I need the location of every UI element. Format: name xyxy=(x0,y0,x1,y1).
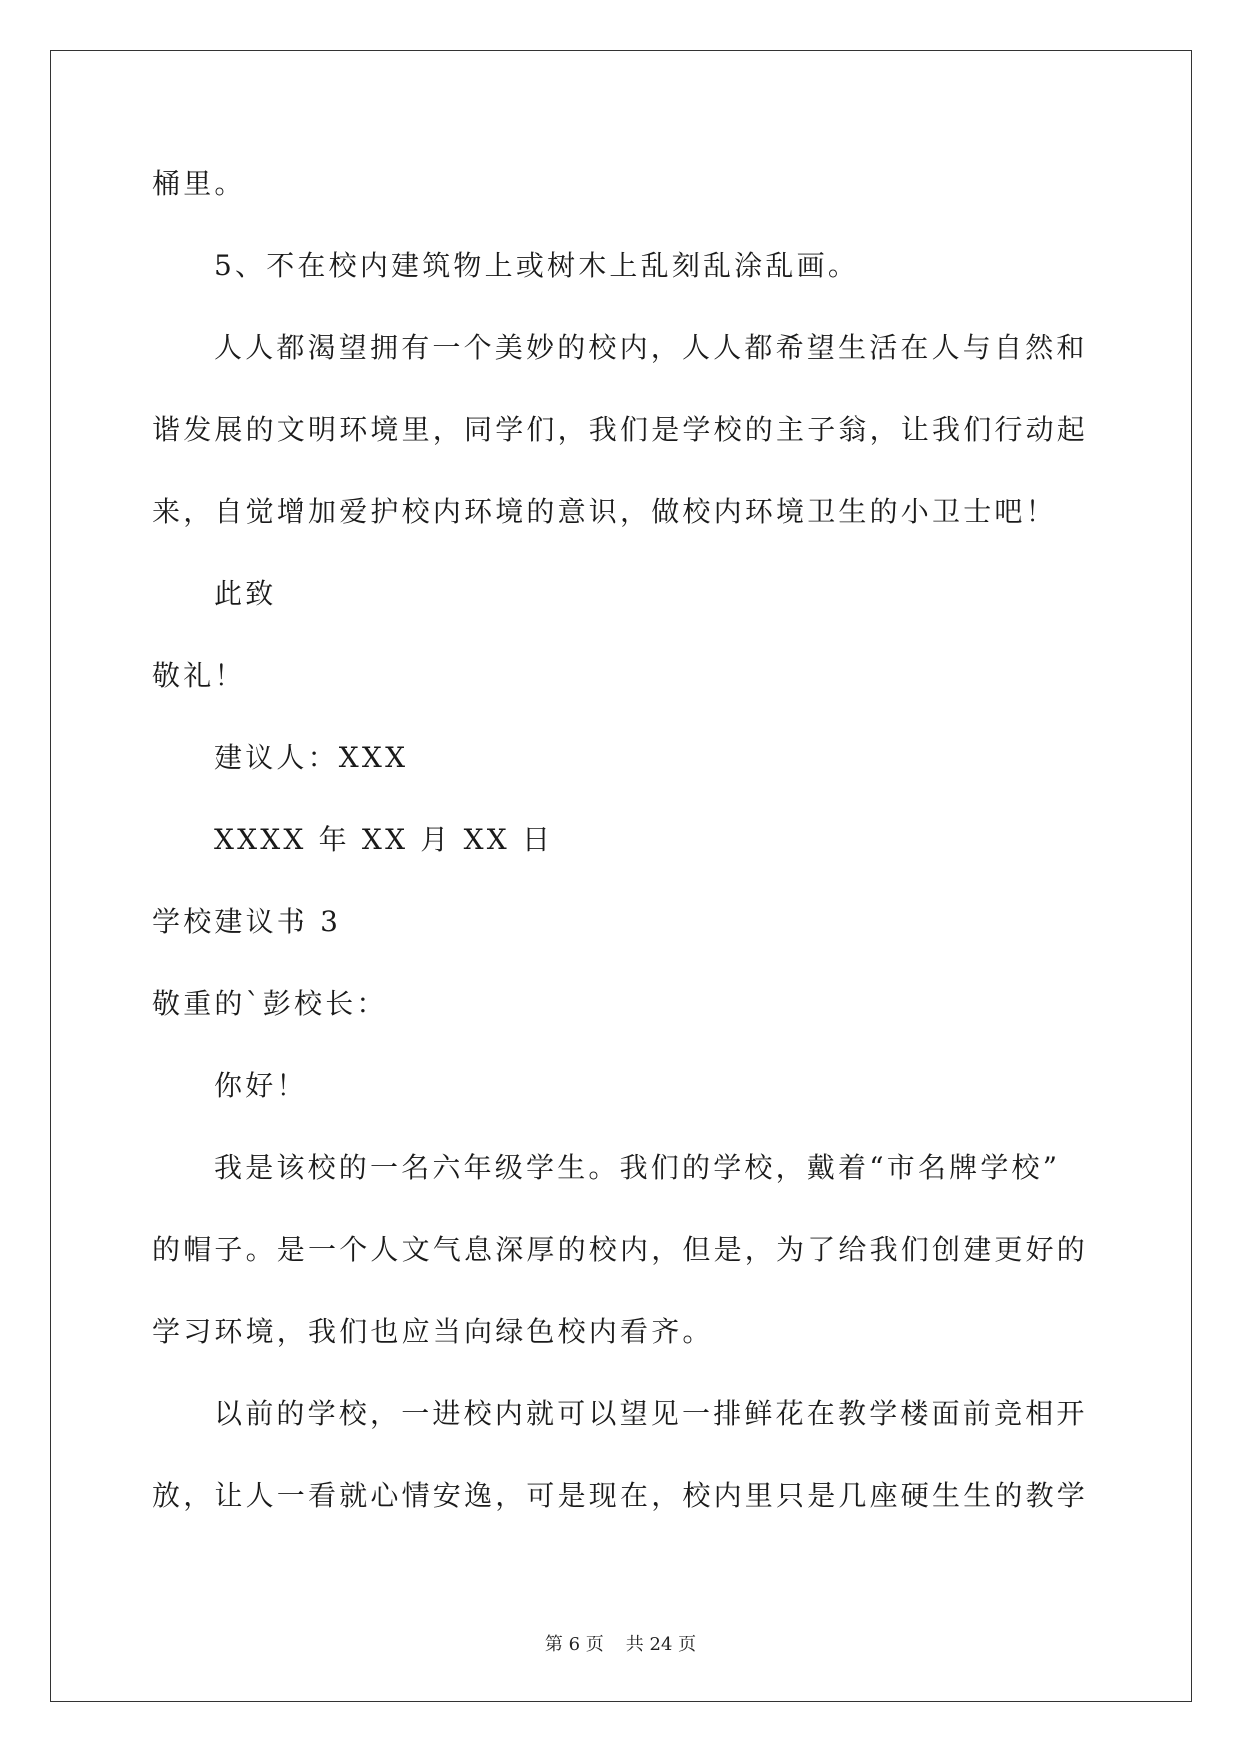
text-line: 5、不在校内建筑物上或树木上乱刻乱涂乱画。 xyxy=(214,249,860,282)
text-line: 放，让人一看就心情安逸，可是现在，校内里只是几座硬生生的教学 xyxy=(152,1479,1089,1512)
text-line: 我是该校的一名六年级学生。我们的学校，戴着“市名牌学校” xyxy=(214,1151,1061,1184)
total-pages-label: 共 24 页 xyxy=(625,1634,697,1655)
text-line: XXXX 年 XX 月 XX 日 xyxy=(214,823,554,856)
text-line: 以前的学校，一进校内就可以望见一排鲜花在教学楼面前竞相开 xyxy=(214,1397,1088,1430)
text-line: 人人都渴望拥有一个美妙的校内，人人都希望生活在人与自然和 xyxy=(214,331,1088,364)
text-line: 谐发展的文明环境里，同学们，我们是学校的主子翁，让我们行动起 xyxy=(152,413,1089,446)
current-page-label: 第 6 页 xyxy=(544,1634,604,1655)
text-line: 敬重的`彭校长： xyxy=(152,987,388,1020)
text-line: 建议人：XXX xyxy=(214,741,409,774)
section-heading: 学校建议书 3 xyxy=(152,905,342,938)
page-footer xyxy=(0,1630,1241,1656)
text-line: 桶里。 xyxy=(152,167,246,200)
text-line: 此致 xyxy=(214,577,277,610)
text-line: 敬礼！ xyxy=(152,659,246,692)
text-line: 学习环境，我们也应当向绿色校内看齐。 xyxy=(152,1315,714,1348)
text-line: 的帽子。是一个人文气息深厚的校内，但是，为了给我们创建更好的 xyxy=(152,1233,1089,1266)
text-line: 来，自觉增加爱护校内环境的意识，做校内环境卫生的小卫士吧！ xyxy=(152,495,1057,528)
text-line: 你好！ xyxy=(214,1069,308,1102)
document-body xyxy=(152,165,1092,1559)
